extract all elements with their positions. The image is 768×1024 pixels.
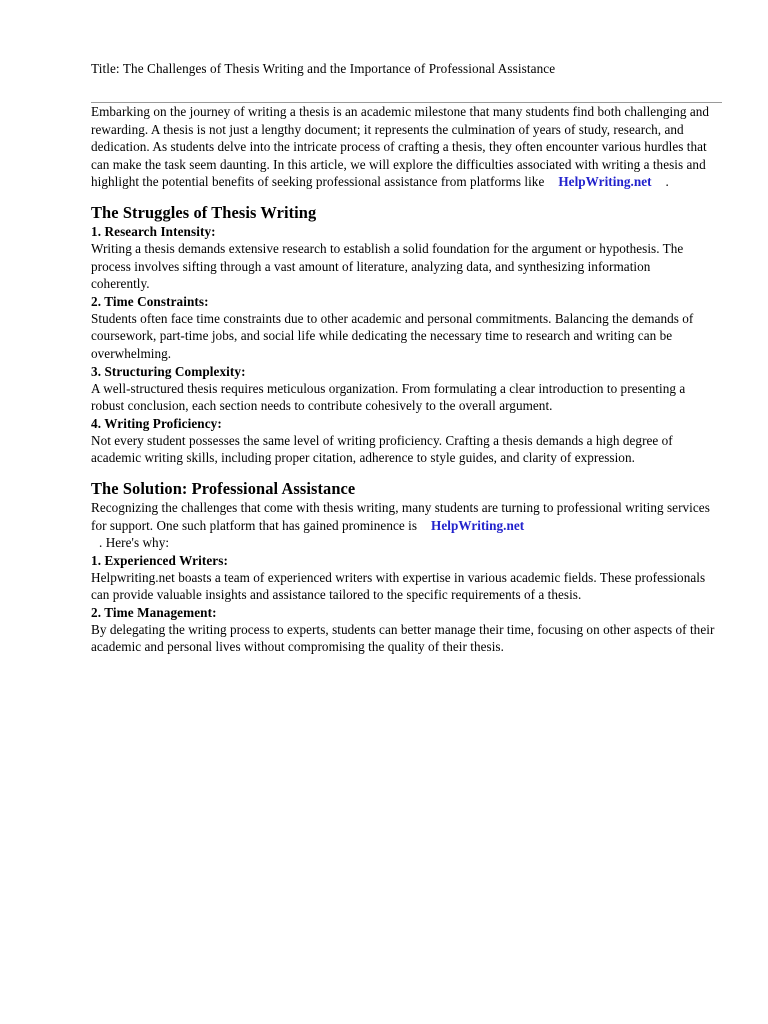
- intro-text-after-link: .: [665, 174, 669, 190]
- paragraph-experienced-writers: Helpwriting.net boasts a team of experienced writers with expertise in various academic fields. These professionals can provide valuable insights and assistance tailored to the specific requirements of a thesis.: [91, 569, 706, 603]
- helpwriting-link[interactable]: HelpWriting.net: [558, 174, 652, 190]
- sub-heading-time-constraints: 2. Time Constraints:: [91, 293, 209, 309]
- sub-heading-research-intensity: 1. Research Intensity:: [91, 223, 216, 239]
- paragraph-research-intensity: Writing a thesis demands extensive research to establish a solid foundation for the argument or hypothesis. The process involves sifting through a vast amount of literature, analyzing data, and synthesizing information coherently.: [91, 240, 684, 292]
- sub-heading-structuring-complexity: 3. Structuring Complexity:: [91, 363, 246, 379]
- page-title: Title: The Challenges of Thesis Writing and the Importance of Professional Assistance: [91, 61, 556, 76]
- paragraph-writing-proficiency: Not every student possesses the same level of writing proficiency. Crafting a thesis demands a high degree of academic writing skills, including proper citation, adherence to style guides, and clarity of expression.: [91, 432, 673, 466]
- paragraph-time-management: By delegating the writing process to experts, students can better manage their time, focusing on other aspects of their academic and personal lives without compromising the quality of their thesis.: [91, 621, 715, 655]
- section-heading-solution: The Solution: Professional Assistance: [91, 478, 356, 498]
- solution-text-after-link: . Here's why:: [99, 535, 170, 551]
- sub-heading-experienced-writers: 1. Experienced Writers:: [91, 552, 228, 568]
- sub-heading-writing-proficiency: 4. Writing Proficiency:: [91, 415, 222, 431]
- solution-intro-paragraph: [91, 499, 713, 552]
- sub-heading-time-management: 2. Time Management:: [91, 604, 217, 620]
- helpwriting-link-secondary[interactable]: HelpWriting.net: [431, 517, 525, 533]
- solution-text-before-link: Recognizing the challenges that come with thesis writing, many students are turning to professional writing services for support. One such platform that has gained prominence is: [91, 499, 710, 533]
- paragraph-structuring-complexity: A well-structured thesis requires meticulous organization. From formulating a clear introduction to presenting a robust conclusion, each section needs to contribute cohesively to the overall argument.: [91, 380, 686, 414]
- section-heading-struggles: The Struggles of Thesis Writing: [91, 202, 317, 222]
- intro-text-before-link: Embarking on the journey of writing a thesis is an academic milestone that many students find both challenging and rewarding. A thesis is not just a lengthy document; it represents the culmination of years of study, research, and dedication. As students delve into the intricate process of crafting a thesis, they often encounter various hurdles that can make the task seem daunting. In this article, we will explore the difficulties associated with writing a thesis and highlight the potential benefits of seeking professional assistance from platforms like: [91, 104, 710, 190]
- paragraph-time-constraints: Students often face time constraints due to other academic and personal commitments. Balancing the demands of coursework, part-time jobs, and social life while dedicating the necessary time to research and writing can be overwhelming.: [91, 310, 694, 361]
- intro-paragraph: [91, 103, 713, 191]
